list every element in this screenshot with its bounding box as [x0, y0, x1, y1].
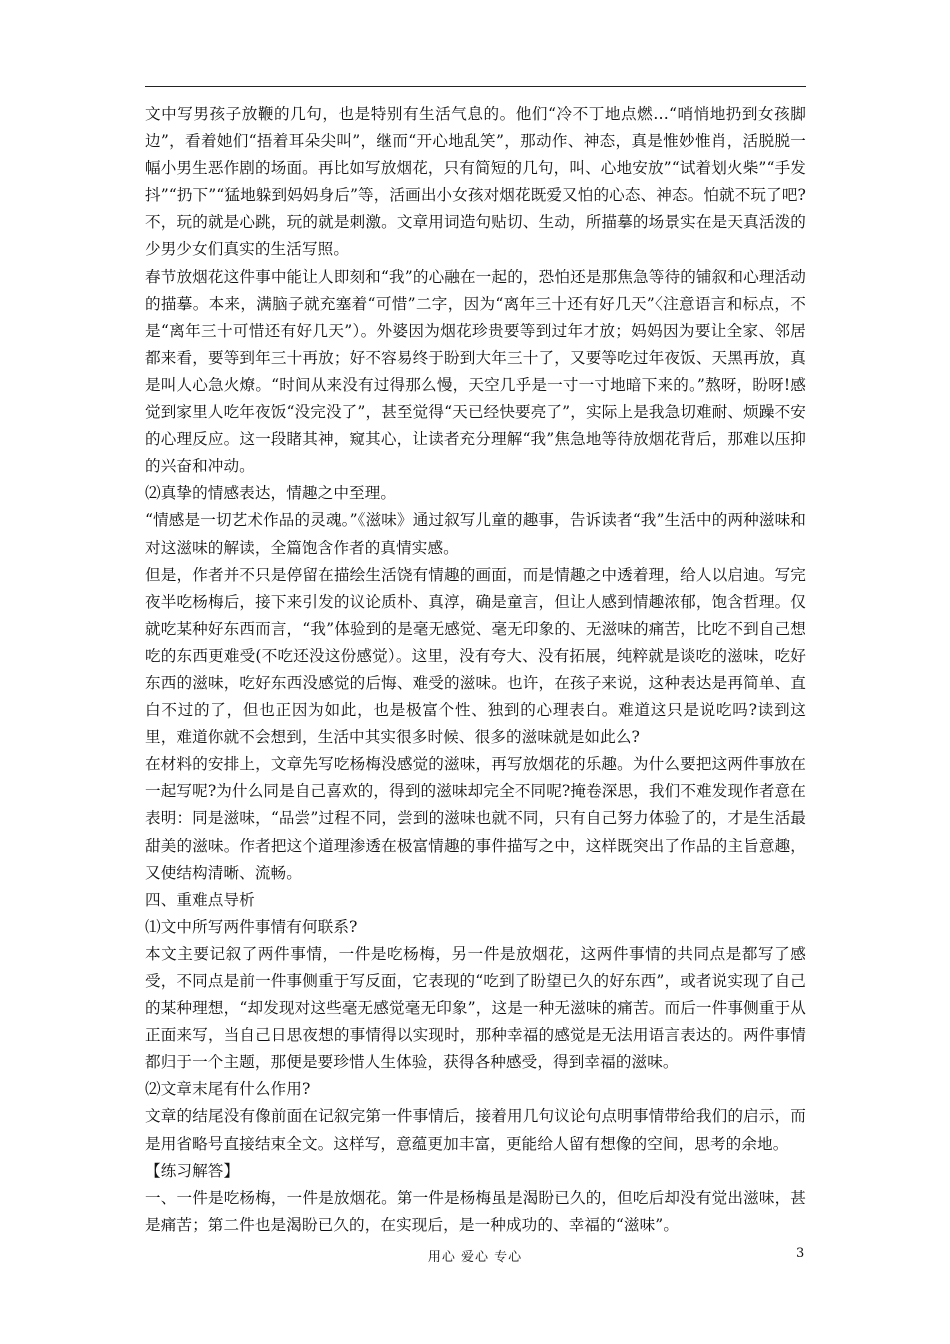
footer-motto: 用心 爱心 专心: [427, 1250, 523, 1265]
section-heading: 四、重难点导析: [145, 890, 255, 909]
page-number: 3: [796, 1246, 805, 1261]
paragraph: 本文主要记叙了两件事情，一件是吃杨梅，另一件是放烟花，这两件事情的共同点是都写了感受，不同点是前一件事侧重于写反面，它表现的“吃到了盼望已久的好东西”，或者说实现了自己的某种理想，“却发现对这些毫无感觉毫无印象”，这是一种无滋味的痛苦。而后一件事侧重于从正面来写，当自己日思夜想的事情得以实现时，那种幸福的感觉是无法用语言表达的。两件事情都归于一个主题，那便是要珍惜人生体验，获得各种感受，得到幸福的滋味。: [145, 944, 806, 1072]
paragraph: 但是，作者并不只是停留在描绘生活饶有情趣的画面，而是情趣之中透着理，给人以启迪。写完夜半吃杨梅后，接下来引发的议论质朴、真淳，确是童言，但让人感到情趣浓郁，饱含哲理。仅就吃某种好东西而言，“我”体验到的是毫无感觉、毫无印象的、无滋味的痛苦，比吃不到自己想吃的东西更难受(不吃还没这份感觉）。这里，没有夸大、没有拓展，纯粹就是谈吃的滋味，吃好东西的滋味，吃好东西没感觉的后悔、难受的滋味。也许，在孩子来说，这种表达是再简单、直白不过的了，但也正因为如此，也是极富个性、独到的心理表白。难道这只是说吃吗?读到这里，难道你就不会想到，生活中其实很多时候、很多的滋味就是如此么?: [145, 565, 806, 747]
document-body: [145, 101, 806, 1239]
paragraph: 春节放烟花这件事中能让人即刻和“我”的心融在一起的，恐怕还是那焦急等待的铺叙和心理活动的描摹。本来，满脑子就充塞着“可惜”二字，因为“离年三十还有好几天”〈注意语言和标点，不是“离年三十可惜还有好几天”）。外婆因为烟花珍贵要等到过年才放；妈妈因为要让全家、邻居都来看，要等到年三十再放；好不容易终于盼到大年三十了，又要等吃过年夜饭、天黑再放，真是叫人心急火燎。“时间从来没有过得那么慢，天空几乎是一寸一寸地暗下来的。”熬呀，盼呀!感觉到家里人吃年夜饭“没完没了”，甚至觉得“天已经快要亮了”，实际上是我急切难耐、烦躁不安的心理反应。这一段睹其神，窥其心，让读者充分理解“我”焦急地等待放烟花背后，那难以压抑的兴奋和冲动。: [145, 267, 806, 476]
paragraph: 文中写男孩子放鞭的几句，也是特别有生活气息的。他们“冷不丁地点燃…“哨悄地扔到女孩脚边”，看着她们“捂着耳朵尖叫”，继而“开心地乱笑”，那动作、神态，真是惟妙惟肖，活脱脱一幅小男生恶作剧的场面。再比如写放烟花，只有简短的几句，叫、心地安放”“试着划火柴”“手发抖”“扔下”“猛地躲到妈妈身后”等，活画出小女孩对烟花既爱又怕的心态、神态。怕就不玩了吧?不，玩的就是心跳，玩的就是刺激。文章用词造句贴切、生动，所描摹的场景实在是天真活泼的少男少女们真实的生活写照。: [145, 105, 806, 259]
header-rule: [145, 86, 806, 87]
subheading: ⑵真挚的情感表达，情趣之中至理。: [145, 484, 397, 503]
paragraph: 在材料的安排上，文章先写吃杨梅没感觉的滋味，再写放烟花的乐趣。为什么要把这两件事放在一起写呢?为什么同是自己喜欢的，得到的滋味却完全不同呢?掩卷深思，我们不难发现作者意在表明：同是滋味，“品尝”过程不同，尝到的滋味也就不同，只有自己努力体验了的，才是生活最甜美的滋味。作者把这个道理渗透在极富情趣的事件描写之中，这样既突出了作品的主旨意趣，又使结构清晰、流畅。: [145, 755, 806, 882]
question: ⑵文章末尾有什么作用?: [145, 1080, 311, 1099]
paragraph: “情感是一切艺术作品的灵魂。”《滋味》通过叙写儿童的趣事，告诉读者“我”生活中的两种滋味和对这滋味的解读，全篇饱含作者的真情实感。: [145, 511, 806, 557]
question: ⑴文中所写两件事情有何联系?: [145, 917, 358, 936]
section-heading: 【练习解答】: [145, 1161, 240, 1180]
paragraph: 一、一件是吃杨梅，一件是放烟花。第一件是杨梅虽是渴盼已久的，但吃后却没有觉出滋味，甚是痛苦；第二件也是渴盼已久的，在实现后，是一种成功的、幸福的“滋味”。: [145, 1188, 806, 1234]
paragraph: 文章的结尾没有像前面在记叙完第一件事情后，接着用几句议论句点明事情带给我们的启示，而是用省略号直接结束全文。这样写，意蕴更加丰富，更能给人留有想像的空间，思考的余地。: [145, 1107, 806, 1153]
